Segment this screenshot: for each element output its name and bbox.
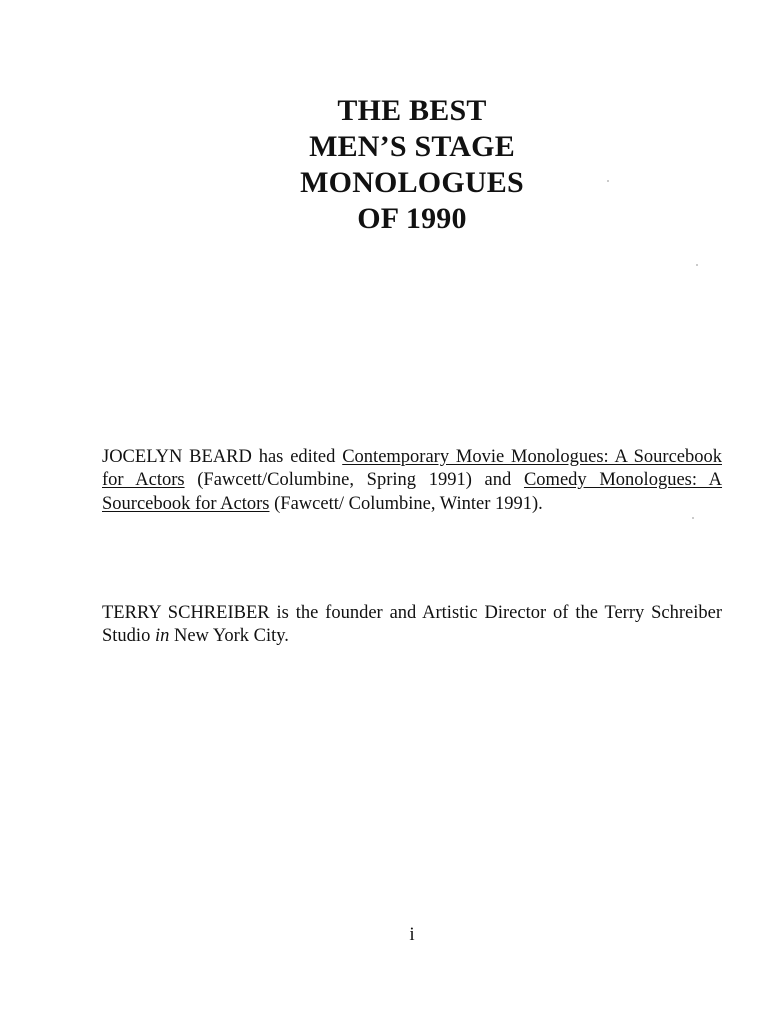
author-name: TERRY SCHREIBER — [102, 602, 270, 623]
bio-text: (Fawcett/ Columbine, Winter 1991). — [269, 493, 543, 514]
title-line-2: MEN’S STAGE — [309, 130, 515, 163]
bio-terry-schreiber — [102, 602, 722, 649]
scan-speck — [692, 517, 694, 519]
bio-text: New York City. — [169, 626, 289, 646]
book-title — [0, 93, 768, 237]
page-number: i — [409, 924, 415, 945]
title-line-3: MONOLOGUES — [300, 166, 524, 199]
bio-text: is the founder and Artistic Director of the Terry Schreiber Studio — [102, 602, 723, 646]
bio-text-italic: in — [154, 626, 170, 646]
title-line-4: OF 1990 — [357, 202, 467, 235]
book-title-comedy-monologues: Comedy Monologues: A Sourcebook for Actors — [102, 470, 723, 514]
scan-speck — [607, 180, 609, 182]
bio-text: (Fawcett/Columbine, Spring 1991) and — [184, 470, 524, 490]
author-name: JOCELYN BEARD — [102, 446, 252, 467]
title-line-1: THE BEST — [337, 94, 487, 127]
scan-speck — [696, 264, 698, 266]
book-title-contemporary-movie-monologues: Contemporary Movie Monologues: A Sourcebook for Actors — [102, 446, 722, 490]
bio-jocelyn-beard — [102, 446, 722, 517]
bio-text: has edited — [251, 446, 343, 467]
